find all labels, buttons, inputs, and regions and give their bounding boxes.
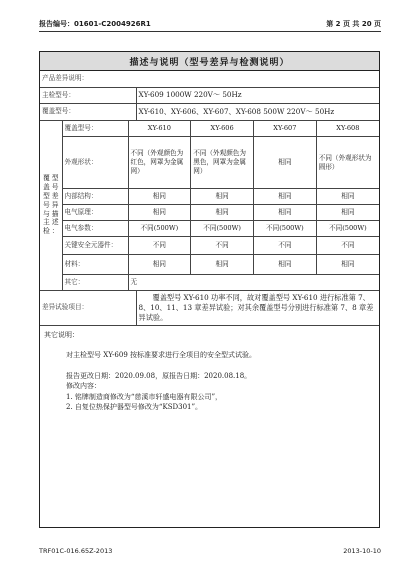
table-cell: 相同 [191, 255, 254, 275]
notes-line-2: 报告更改日期：2020.09.08，原报告日期：2020.08.18。 [66, 371, 252, 380]
diff-test-label: 差异试验项目： [40, 291, 136, 325]
covered-model-value: XY-610、XY-606、XY-607、XY-608 500W 220V～ 50Hz [136, 103, 379, 120]
table-cell: 相同 [316, 255, 379, 275]
table-cell: 相同 [128, 189, 191, 205]
model-col-3: XY-607 [254, 121, 317, 137]
model-col-1: XY-610 [128, 121, 191, 137]
table-cell: 不同(500W) [128, 221, 191, 237]
main-model-label: 主检型号： [40, 87, 136, 103]
table-cell: 不同(500W) [191, 221, 254, 237]
side-label-column [43, 174, 50, 236]
page-title: 描述与说明（型号差异与检测说明） [40, 52, 379, 71]
diff-header-label: 覆盖型号： [62, 121, 128, 137]
main-model-value: XY-609 1000W 220V～ 50Hz [136, 87, 379, 103]
notes-item-1: 1. 铭牌制造商修改为“慈溪市轩盛电器有限公司”， [66, 392, 223, 401]
row-label-structure: 内部结构： [62, 189, 128, 205]
table-cell: 相同 [254, 189, 317, 205]
side-label-char: 盖 [42, 183, 50, 192]
footer-date: 2013-10-10 [343, 547, 381, 555]
side-label-char: 覆 [42, 174, 50, 183]
table-cell: 不同 [316, 237, 379, 255]
footer-form-code: TRF01C-016.65Z-2013 [39, 547, 113, 555]
side-label-column [52, 174, 59, 236]
table-cell: 不同 [128, 237, 191, 255]
table-cell: 相同 [254, 255, 317, 275]
side-label-char: 与 [42, 209, 50, 218]
side-label-char: 主 [42, 218, 50, 227]
table-cell: 不同（外观形状为圆形） [316, 137, 379, 189]
diff-side-label [40, 121, 62, 291]
row-label-appearance: 外观形状： [62, 137, 128, 189]
table-cell: 相同 [254, 137, 317, 189]
side-label-char: ： [51, 227, 59, 236]
model-col-4: XY-608 [316, 121, 379, 137]
diff-table [40, 121, 379, 292]
table-cell: 相同 [128, 255, 191, 275]
other-notes [40, 326, 379, 417]
table-cell: 不同(500W) [316, 221, 379, 237]
table-cell: 相同 [316, 189, 379, 205]
header-divider [39, 31, 381, 32]
table-cell: 相同 [128, 205, 191, 221]
side-label-char: 异 [51, 200, 59, 209]
notes-item-2: 2. 自复位热保护器型号修改为“KSD301”。 [66, 403, 203, 411]
diff-test-value: 覆盖型号 XY-610 功率不同，故对覆盖型号 XY-610 进行标准第 7、8、10、11、13 章差异试验；对其余覆盖型号分别进行标准第 7、8 章差异试验。 [136, 291, 379, 325]
notes-line-1: 对主检型号 XY-609 按标准要求进行全项目的安全型式试验。 [66, 351, 257, 359]
table-cell: 不同（外观颜色为黑色，网罩为金属网） [191, 137, 254, 189]
table-cell: 相同 [191, 205, 254, 221]
table-cell: 相同 [191, 189, 254, 205]
notes-line-3: 修改内容： [66, 382, 101, 390]
diff-test-table [40, 291, 379, 326]
side-label-char: 型 [51, 174, 59, 183]
page-indicator: 第 2 页 共 20 页 [326, 20, 381, 28]
side-label-char: 型 [42, 192, 50, 200]
row-label-key-components: 关键安全元器件： [62, 237, 128, 255]
side-label-char: 号 [51, 183, 59, 192]
table-cell: 不同 [191, 237, 254, 255]
side-label-char: 描 [51, 209, 59, 218]
report-number: 报告编号：01601-C2004926R1 [39, 20, 151, 28]
table-cell: 相同 [316, 205, 379, 221]
row-label-other: 其它： [62, 275, 128, 291]
model-col-2: XY-606 [191, 121, 254, 137]
row-label-electrical-principle: 电气原理： [62, 205, 128, 221]
row-label-material: 材料： [62, 255, 128, 275]
table-cell: 不同(500W) [254, 221, 317, 237]
table-cell: 不同 [254, 237, 317, 255]
covered-model-label: 覆盖型号： [40, 103, 136, 120]
other-value: 无 [128, 275, 379, 291]
document-frame [39, 51, 380, 528]
side-label-char: 述 [51, 218, 59, 227]
table-cell: 相同 [254, 205, 317, 221]
side-label-char: 号 [42, 200, 50, 209]
summary-table [40, 71, 379, 121]
product-diff-label: 产品差异说明： [40, 71, 379, 87]
row-label-electrical-params: 电气参数： [62, 221, 128, 237]
side-label-char: 检 [42, 227, 50, 236]
other-notes-label: 其它说明： [44, 330, 79, 339]
table-cell: 不同（外观颜色为红色，网罩为金属网） [128, 137, 191, 189]
side-label-char: 差 [51, 192, 59, 200]
